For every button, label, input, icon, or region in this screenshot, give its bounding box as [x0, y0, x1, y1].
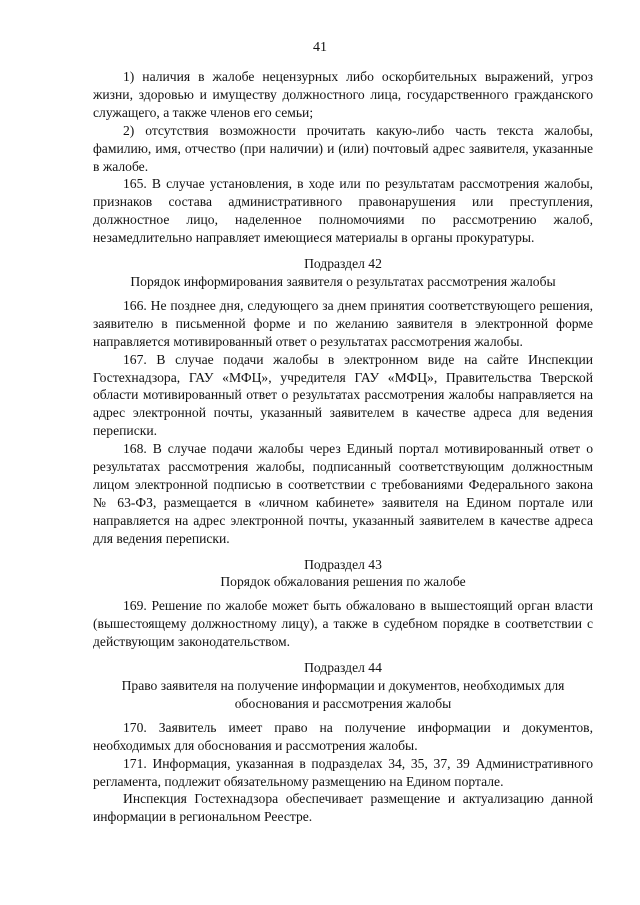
paragraph: 168. В случае подачи жалобы через Единый портал мотивированный ответ о результатах рассмотрения жалобы, подписанный соответствующим должностным лицом электронной подписью в соответствии с требованиями Федерального закона № 63-ФЗ, размещается в «личном кабинете» заявителя на Едином портале или направляется на адрес электронной почты, указанный заявителем в качестве адреса для ведения переписки. [93, 441, 593, 546]
paragraph: 166. Не позднее дня, следующего за днем принятия соответствующего решения, заявителю в письменной форме и по желанию заявителя в электронной форме направляется мотивированный ответ о результатах рассмотрения жалобы. [93, 297, 593, 349]
paragraph: 1) наличия в жалобе нецензурных либо оскорбительных выражений, угроз жизни, здоровью и имуществу должностного лица, государственного гражданского служащего, а также членов его семьи; [93, 69, 593, 120]
section-42 [93, 255, 593, 548]
section-44 [93, 659, 593, 826]
paragraph: 170. Заявитель имеет право на получение информации и документов, необходимых для обоснования и рассмотрения жалобы. [93, 719, 593, 753]
paragraph: Инспекция Гостехнадзора обеспечивает размещение и актуализацию данной информации в региональном Реестре. [93, 791, 593, 825]
section-number: Подраздел 42 [304, 256, 382, 272]
page-number: 41 [313, 40, 327, 55]
section-title: Право заявителя на получение информации и документов, необходимых для обоснования и рассмотрения жалобы [121, 678, 565, 711]
paragraph: 165. В случае установления, в ходе или по результатам рассмотрения жалобы, признаков состава административного правонарушения или преступления, должностное лицо, наделенное полномочиями по рассмотрению жалоб, незамедлительно направляет имеющиеся материалы в органы прокуратуры. [93, 176, 593, 246]
paragraph: 169. Решение по жалобе может быть обжаловано в вышестоящий орган власти (вышестоящему должностному лицу), а также в судебном порядке в соответствии с действующим законодательством. [93, 598, 593, 650]
section-title: Порядок обжалования решения по жалобе [220, 574, 466, 590]
paragraph: 2) отсутствия возможности прочитать какую-либо часть текста жалобы, фамилию, имя, отчество (при наличии) и (или) почтовый адрес заявителя, указанные в жалобе. [93, 122, 593, 174]
paragraph: 167. В случае подачи жалобы в электронном виде на сайте Инспекции Гостехнадзора, ГАУ «МФЦ», учредителя ГАУ «МФЦ», Правительства Тверской области мотивированный ответ о результатах рассмотрения жалобы направляется на адрес электронной почты, указанный заявителем в качестве адреса для ведения переписки. [93, 351, 593, 439]
section-number: Подраздел 44 [304, 660, 382, 676]
section-number: Подраздел 43 [304, 556, 382, 572]
document-body [93, 68, 593, 826]
section-43 [93, 556, 593, 652]
paragraph: 171. Информация, указанная в подразделах 34, 35, 37, 39 Административного регламента, подлежит обязательному размещению на Едином портале. [93, 755, 593, 789]
section-title: Порядок информирования заявителя о результатах рассмотрения жалобы [130, 273, 556, 289]
